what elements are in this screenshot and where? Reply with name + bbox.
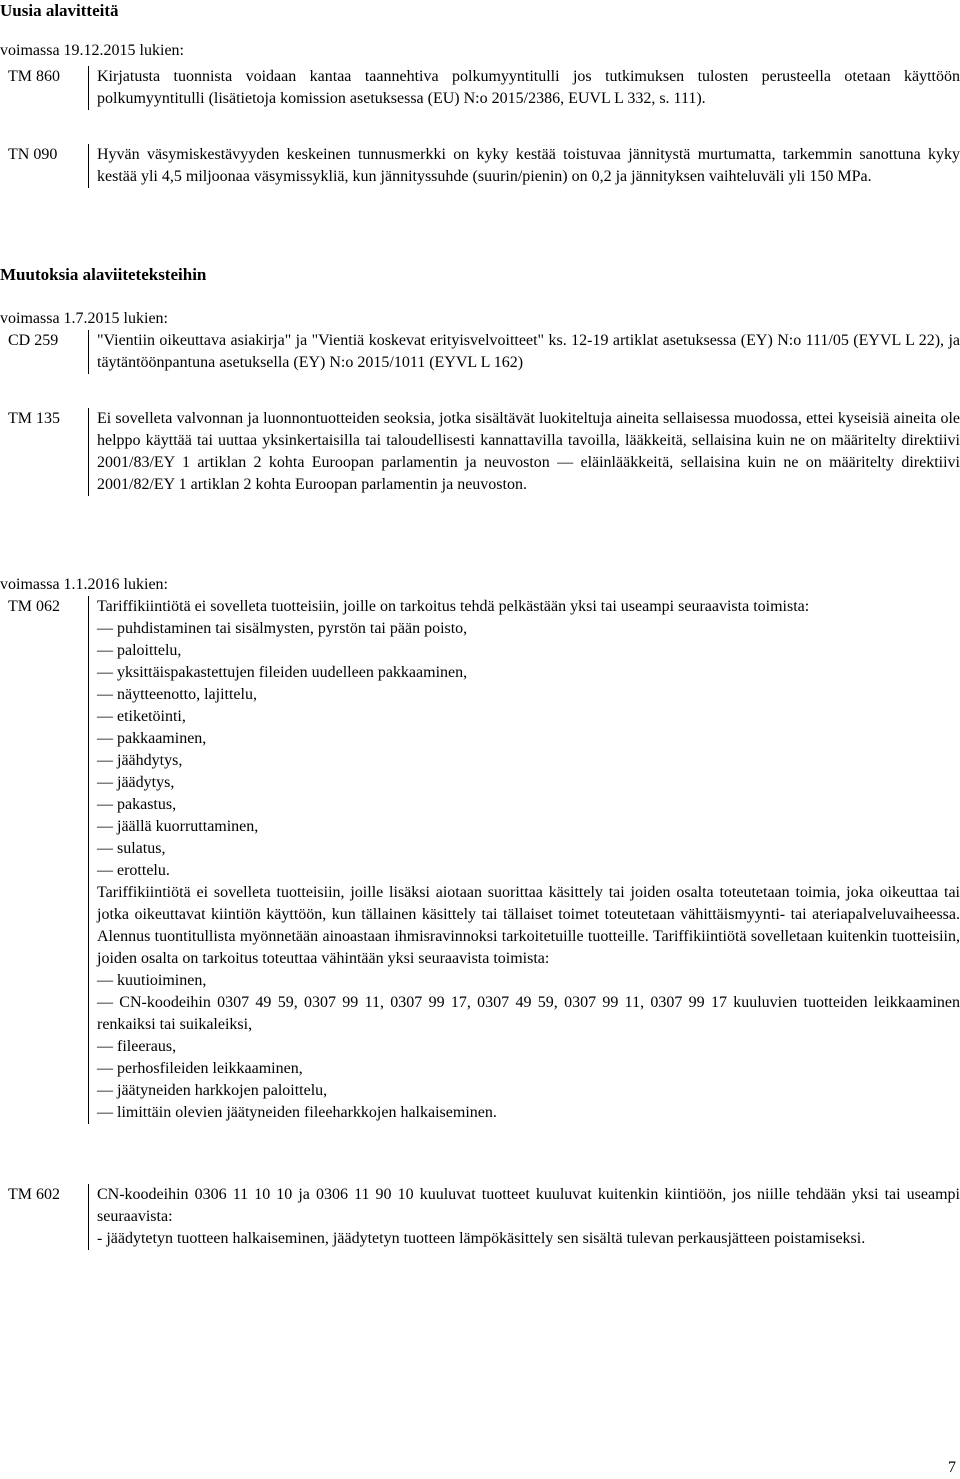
validity-date: voimassa 1.7.2015 lukien:: [0, 310, 168, 327]
list-item: — jäähdytys,: [97, 752, 183, 769]
footnote-code: TM 135: [8, 410, 60, 427]
footnote-text: [88, 1184, 960, 1250]
list-item: — etiketöinti,: [97, 708, 186, 725]
footnote-paragraph: CN-koodeihin 0306 11 10 10 ja 0306 11 90 10 kuuluvat tuotteet kuuluvat kuitenkin kiintiöön, jos niille tehdään yksi tai useampi seuraavista:: [97, 1186, 960, 1225]
list-item: — sulatus,: [97, 840, 166, 857]
footnote-code: TM 062: [8, 598, 60, 615]
footnote-paragraph: Tariffikiintiötä ei sovelleta tuotteisiin, joille on tarkoitus tehdä pelkästään yksi tai useampi seuraavista toimista:: [97, 598, 810, 615]
list-item: — puhdistaminen tai sisälmysten, pyrstön tai pään poisto,: [97, 620, 468, 637]
footnote-paragraph: Tariffikiintiötä ei sovelleta tuotteisiin, joille lisäksi aiotaan suorittaa käsittely tai joiden osalta toteutetaan toimia, joka oikeuttaa tai jotka oikeuttavat kiintiön käyttöön, kun tällainen käsittely tai tällaiset toimet toteutetaan vähittäismyynti- tai ateriapalveluvaiheessa. Alennus tuontitullista myönnetään ainoastaan ihmisravinnoksi tarkoitetuille tuotteille. Tariffikiintiötä sovelletaan kuitenkin tuotteisiin, joiden osalta on tarkoitus toteuttaa vähintään yksi seuraavista toimista:: [97, 884, 960, 967]
footnote-paragraph: Kirjatusta tuonnista voidaan kantaa taannehtiva polkumyyntitulli jos tutkimuksen tulosten perusteella otetaan käyttöön polkumyyntitulli (lisätietoja komission asetuksessa (EU) N:o 2015/2386, EUVL L 332, s. 111).: [97, 68, 960, 107]
footnote-code: TM 602: [8, 1186, 60, 1203]
footnote-code: CD 259: [8, 332, 59, 349]
footnote-code: TN 090: [8, 146, 58, 163]
footnote-paragraph: "Vientiin oikeuttava asiakirja" ja "Vientiä koskevat erityisvelvoitteet" ks. 12-19 artiklat asetuksessa (EY) N:o 111/05 (EYVL L 22), ja täytäntöönpantuna asetuksella (EY) N:o 2015/1011 (EYVL L 162): [97, 332, 960, 371]
footnote-paragraph: - jäädytetyn tuotteen halkaiseminen, jäädytetyn tuotteen lämpökäsittely sen sisältä tulevan perkausjätteen poistamiseksi.: [97, 1230, 866, 1247]
list-item: — jäällä kuorruttaminen,: [97, 818, 259, 835]
list-item: — CN-koodeihin 0307 49 59, 0307 99 11, 0307 99 17, 0307 49 59, 0307 99 11, 0307 99 17 kuuluvien tuotteiden leikkaaminen renkaiksi tai suikaleiksi,: [97, 994, 960, 1033]
list-item: — paloittelu,: [97, 642, 182, 659]
footnote-text: [88, 330, 960, 374]
list-item: — jäätyneiden harkkojen paloittelu,: [97, 1082, 328, 1099]
list-item: — limittäin olevien jäätyneiden fileeharkkojen halkaiseminen.: [97, 1104, 497, 1121]
list-item: — näytteenotto, lajittelu,: [97, 686, 257, 703]
list-item: — yksittäispakastettujen fileiden uudelleen pakkaaminen,: [97, 664, 468, 681]
validity-date: voimassa 1.1.2016 lukien:: [0, 576, 168, 593]
list-item: — erottelu.: [97, 862, 170, 879]
list-item: — pakkaaminen,: [97, 730, 207, 747]
list-item: — pakastus,: [97, 796, 177, 813]
list-item: — perhosfileiden leikkaaminen,: [97, 1060, 303, 1077]
list-item: — jäädytys,: [97, 774, 175, 791]
footnote-paragraph: Ei sovelleta valvonnan ja luonnontuotteiden seoksia, jotka sisältävät luokiteltuja aineita sellaisessa muodossa, ettei kyseisiä aineita ole helppo käyttää tai uuttaa yksinkertaisilla tai taloudellisesti kannattavilla tavoilla, lääkkeitä, sellaisina kuin ne on määritelty direktiivi 2001/83/EY 1 artiklan 2 kohta Euroopan parlamentin ja neuvoston — eläinlääkkeitä, sellaisina kuin ne on määritelty direktiivi 2001/82/EY 1 artiklan 2 kohta Euroopan parlamentin ja neuvoston.: [97, 410, 960, 493]
footnote-text: [88, 596, 960, 1124]
footnote-text: [88, 144, 960, 188]
footnote-text: [88, 408, 960, 496]
list-item: — kuutioiminen,: [97, 972, 207, 989]
list-item: — fileeraus,: [97, 1038, 177, 1055]
footnote-paragraph: Hyvän väsymiskestävyyden keskeinen tunnusmerkki on kyky kestää toistuvaa jännitystä murtumatta, tarkemmin sanottuna kyky kestää yli 4,5 miljoonaa väsymissykliä, kun jännityssuhde (suurin/pienin) on 0,2 ja jännityksen vaihteluväli yli 150 MPa.: [97, 146, 960, 185]
section-heading-changes: Muutoksia alaviiteteksteihin: [0, 265, 207, 284]
page-number: 7: [948, 1459, 956, 1476]
footnote-text: [88, 66, 960, 110]
section-heading-new-footnotes: Uusia alavitteitä: [0, 1, 119, 20]
validity-date: voimassa 19.12.2015 lukien:: [0, 42, 184, 59]
footnote-code: TM 860: [8, 68, 60, 85]
